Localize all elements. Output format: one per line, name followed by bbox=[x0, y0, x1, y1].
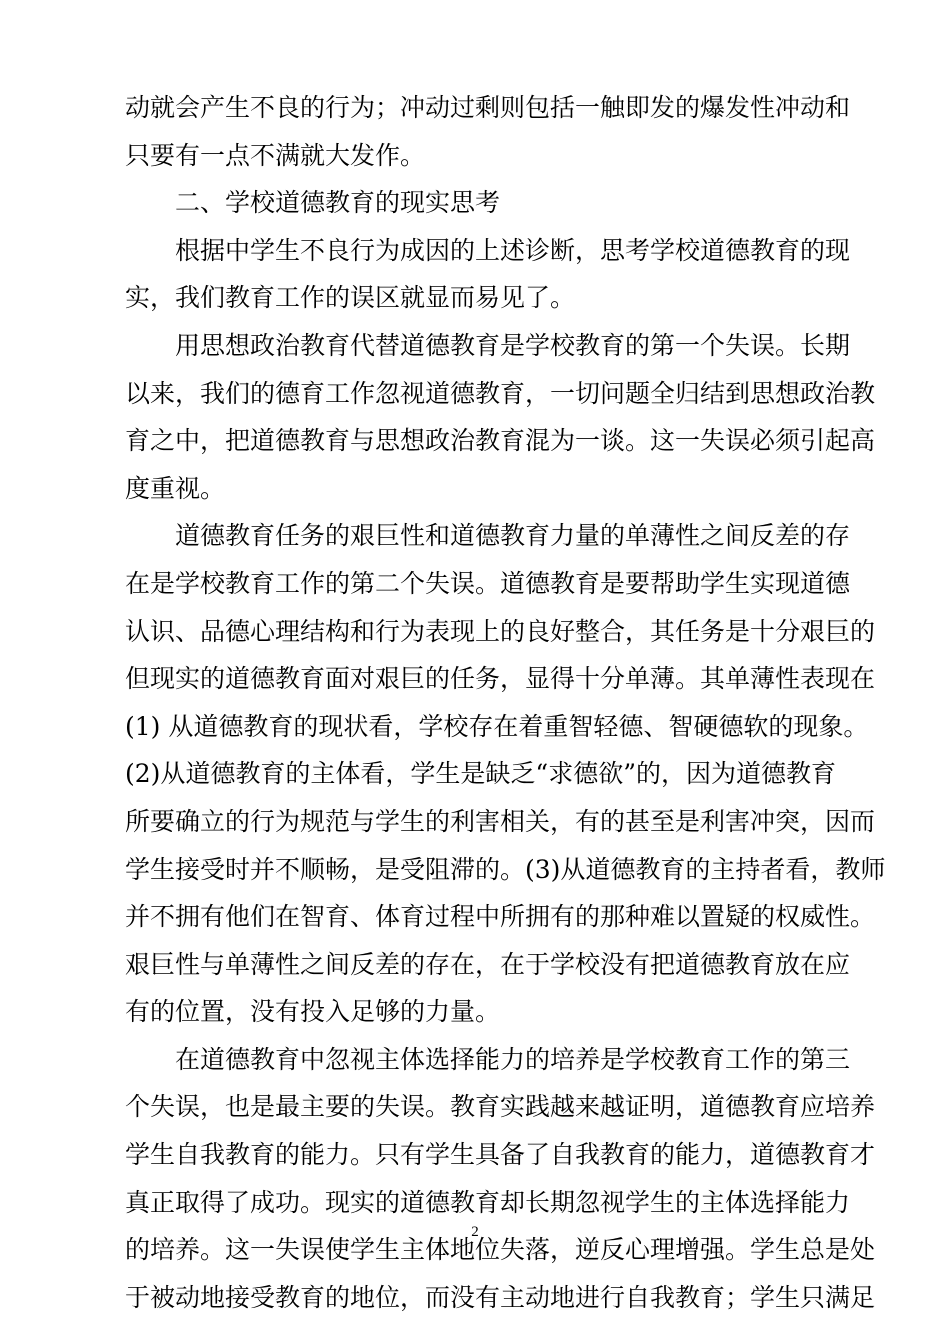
text-line: 真正取得了成功。现实的道德教育却长期忽视学生的主体选择能力 bbox=[125, 1187, 851, 1217]
text-line: 以来，我们的德育工作忽视道德教育，一切问题全归结到思想政治教 bbox=[125, 378, 876, 408]
text-line: 用思想政治教育代替道德教育是学校教育的第一个失误。长期 bbox=[175, 330, 851, 360]
text-line: 于被动地接受教育的地位，而没有主动地进行自我教育；学生只满足 bbox=[125, 1282, 876, 1312]
text-line: 个失误，也是最主要的失误。教育实践越来越证明，道德教育应培养 bbox=[125, 1092, 876, 1122]
text-line: 动就会产生不良的行为；冲动过剩则包括一触即发的爆发性冲动和 bbox=[125, 93, 851, 122]
text-line: 并不拥有他们在智育、体育过程中所拥有的那种难以置疑的权威性。 bbox=[125, 902, 876, 932]
text-line: (1) 从道德教育的现状看，学校存在着重智轻德、智硬德软的现象。 bbox=[125, 711, 869, 741]
text-line: 所要确立的行为规范与学生的利害相关，有的甚至是利害冲突，因而 bbox=[125, 806, 876, 836]
text-line: 育之中，把道德教育与思想政治教育混为一谈。这一失误必须引起高 bbox=[125, 426, 876, 456]
text-line: 度重视。 bbox=[125, 473, 226, 503]
text-line: 认识、品德心理结构和行为表现上的良好整合，其任务是十分艰巨的 bbox=[125, 616, 876, 646]
text-line: 学生自我教育的能力。只有学生具备了自我教育的能力，道德教育才 bbox=[125, 1140, 876, 1170]
text-line: 但现实的道德教育面对艰巨的任务，显得十分单薄。其单薄性表现在 bbox=[125, 664, 876, 694]
page-number: 2 bbox=[471, 1224, 479, 1240]
text-line: (2)从道德教育的主体看，学生是缺乏“求德欲”的，因为道德教育 bbox=[125, 759, 836, 789]
text-line: 艰巨性与单薄性之间反差的存在，在于学校没有把道德教育放在应 bbox=[125, 949, 851, 979]
text-line: 只要有一点不满就大发作。 bbox=[125, 140, 426, 170]
text-line: 根据中学生不良行为成因的上述诊断，思考学校道德教育的现 bbox=[175, 235, 851, 265]
text-line: 道德教育任务的艰巨性和道德教育力量的单薄性之间反差的存 bbox=[175, 521, 851, 551]
body-text bbox=[125, 84, 886, 1321]
text-line: 有的位置，没有投入足够的力量。 bbox=[125, 997, 501, 1027]
text-line: 在道德教育中忽视主体选择能力的培养是学校教育工作的第三 bbox=[175, 1044, 851, 1074]
text-line: 实，我们教育工作的误区就显而易见了。 bbox=[125, 283, 576, 313]
text-line: 在是学校教育工作的第二个失误。道德教育是要帮助学生实现道德 bbox=[125, 568, 851, 598]
section-heading: 二、学校道德教育的现实思考 bbox=[175, 188, 501, 218]
text-line: 学生接受时并不顺畅，是受阻滞的。(3)从道德教育的主持者看，教师 bbox=[125, 854, 886, 884]
text-line: 的培养。这一失误使学生主体地位失落，逆反心理增强。学生总是处 bbox=[125, 1235, 876, 1265]
